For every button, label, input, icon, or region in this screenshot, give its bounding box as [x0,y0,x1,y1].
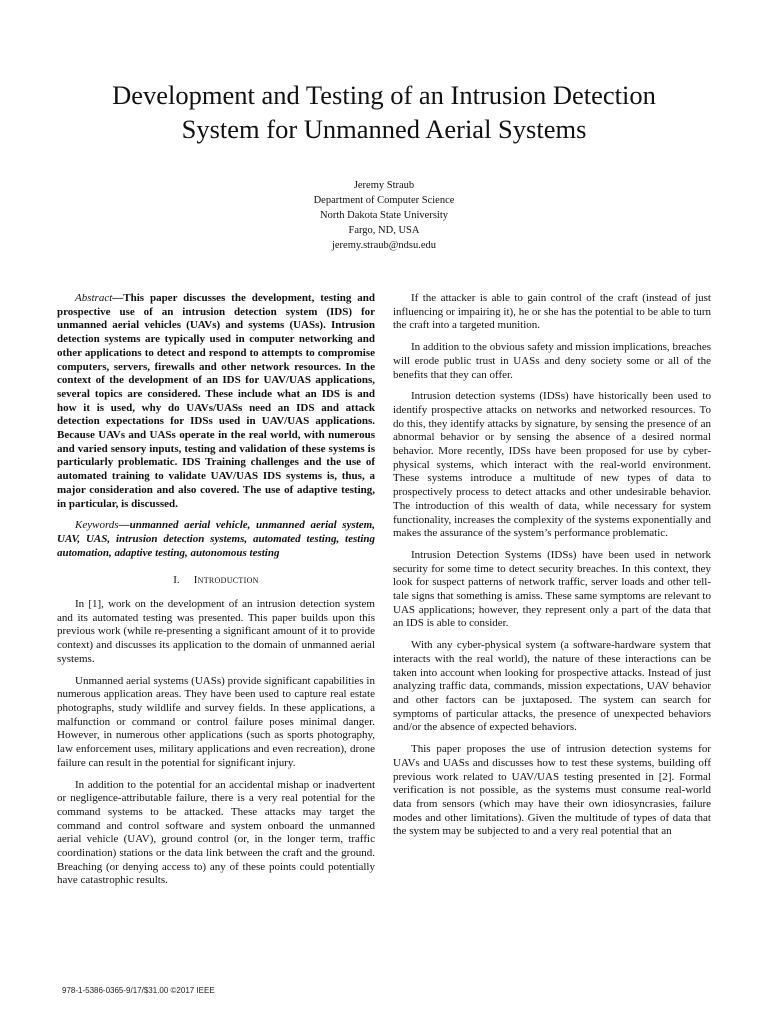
keywords-text: —unmanned aerial vehicle, unmanned aerial system, UAV, UAS, intrusion detection systems, automated testing, testing automation, adaptive testing, autonomous testing [57,519,375,559]
section-number: I. [173,574,180,587]
right-column [393,292,711,847]
paper-title-line-2: System for Unmanned Aerial Systems [181,114,587,144]
right-paragraph-1: If the attacker is able to gain control of the craft (instead of just influencing or impairing it), he or she has the potential to be able to turn the craft into a targeted munition. [393,292,711,332]
author-email: jeremy.straub@ndsu.edu [331,240,437,251]
right-paragraph-2: In addition to the obvious safety and mission implications, breaches will erode public trust in UASs and deny society some or all of the benefits that they can offer. [393,341,711,381]
keywords-label: Keywords [75,519,119,532]
author-location: Fargo, ND, USA [348,225,420,236]
keywords [57,519,375,560]
paper-title [40,78,728,146]
author-block [184,178,584,253]
section-name: Introduction [193,574,259,587]
author-department: Department of Computer Science [313,195,455,206]
abstract-label: Abstract [75,292,113,304]
intro-paragraph-1: In [1], work on the development of an intrusion detection system and its automated testing was presented. This paper builds upon this previous work (while re-presenting a significant amount of it to provide context) and discusses its application to the domain of unmanned aerial systems. [57,598,375,665]
intro-paragraph-2: Unmanned aerial systems (UASs) provide significant capabilities in numerous application areas. They have been used to capture real estate photographs, study wildlife and survey fields. In these applications, a malfunction or command or control failure poses minimal danger. However, in numerous other applications (such as sports photography, law enforcement uses, military applications and even recreation), drone failure can result in the potential for significant injury. [57,674,375,769]
right-paragraph-4: Intrusion Detection Systems (IDSs) have been used in network security for some time to detect security breaches. In this context, they look for suspect patterns of network traffic, server loads and other tell-tale signs that something is amiss. These same symptoms are relevant to UAS applications; however, they represent only a part of the data that an IDS is able to consider. [393,548,711,630]
section-heading-introduction [57,574,375,588]
copyright-footer: 978-1-5386-0365-9/17/$31.00 ©2017 IEEE [62,986,215,995]
intro-paragraph-3: In addition to the potential for an accidental mishap or inadvertent or negligence-attributable failure, there is a very real potential for the command systems to be attacked. These attacks may target the command and control software and system onboard the unmanned aerial vehicle (UAV), ground control (or, in the longer term, traffic coordination) stations or the data link between the craft and the ground. Breaching (or denying access to) any of these points could potentially have catastrophic results. [57,778,375,887]
left-column [57,292,375,896]
author-university: North Dakota State University [319,210,448,221]
paper-title-line-1: Development and Testing of an Intrusion Detection [112,80,656,110]
right-paragraph-5: With any cyber-physical system (a software-hardware system that interacts with the real world), the nature of these interactions can be taken into account when looking for prospective attacks. Instead of just analyzing traffic data, commands, mission expectations, UAV behavior and other factors can be juxtaposed. The system can search for symptoms of particular attacks, the presence of unexpected behaviors and/or the absence of expected behaviors. [393,639,711,734]
abstract [57,292,375,511]
abstract-text: —This paper discusses the development, testing and prospective use of an intrusion detection system (IDS) for unmanned aerial vehicles (UAVs) and systems (UASs). Intrusion detection systems are typically used in computer networking and other applications to detect and respond to attempts to compromise computers, servers, firewalls and other network resources. In the context of the development of an IDS for UAV/UAS applications, several topics are considered. These include what an IDS is and how it is used, why do UAVs/UASs need an IDS and attack detection expectations for IDSs used in UAV/UAS applications. Because UAVs and UASs operate in the real world, with numerous and varied sensory inputs, testing and validation of these systems is particularly problematic. IDS Training challenges and the use of automated training to validate UAV/UAS IDS systems is, thus, a major consideration and also covered. The use of adaptive testing, in particular, is discussed. [57,292,375,510]
right-paragraph-6: This paper proposes the use of intrusion detection systems for UAVs and UASs and discusses how to test these systems, building off previous work related to UAV/UAS testing presented in [2]. Formal verification is not possible, as the systems must consume real-world data from sensors (which may have their own idiosyncrasies, failure modes and other limitations). Given the multitude of types of data that the system may be subjected to and a very real potential that an [393,743,711,838]
author-name: Jeremy Straub [353,180,415,191]
right-paragraph-3: Intrusion detection systems (IDSs) have historically been used to identify prospective attacks on networks and networked resources. To do this, they identify attacks by signature, by sensing the presence of an abnormal behavior or by sensing the absence of a desired normal behavior. More recently, IDSs have been proposed for use by cyber-physical systems, which interact with the real-world environment. These systems introduce a multitude of new types of data to prospectively process to detect attacks and other undesirable behavior. The introduction of this wealth of data, while necessary for system functionality, increases the complexity of the systems exponentially and makes the assurance of the system’s performance problematic. [393,390,711,540]
